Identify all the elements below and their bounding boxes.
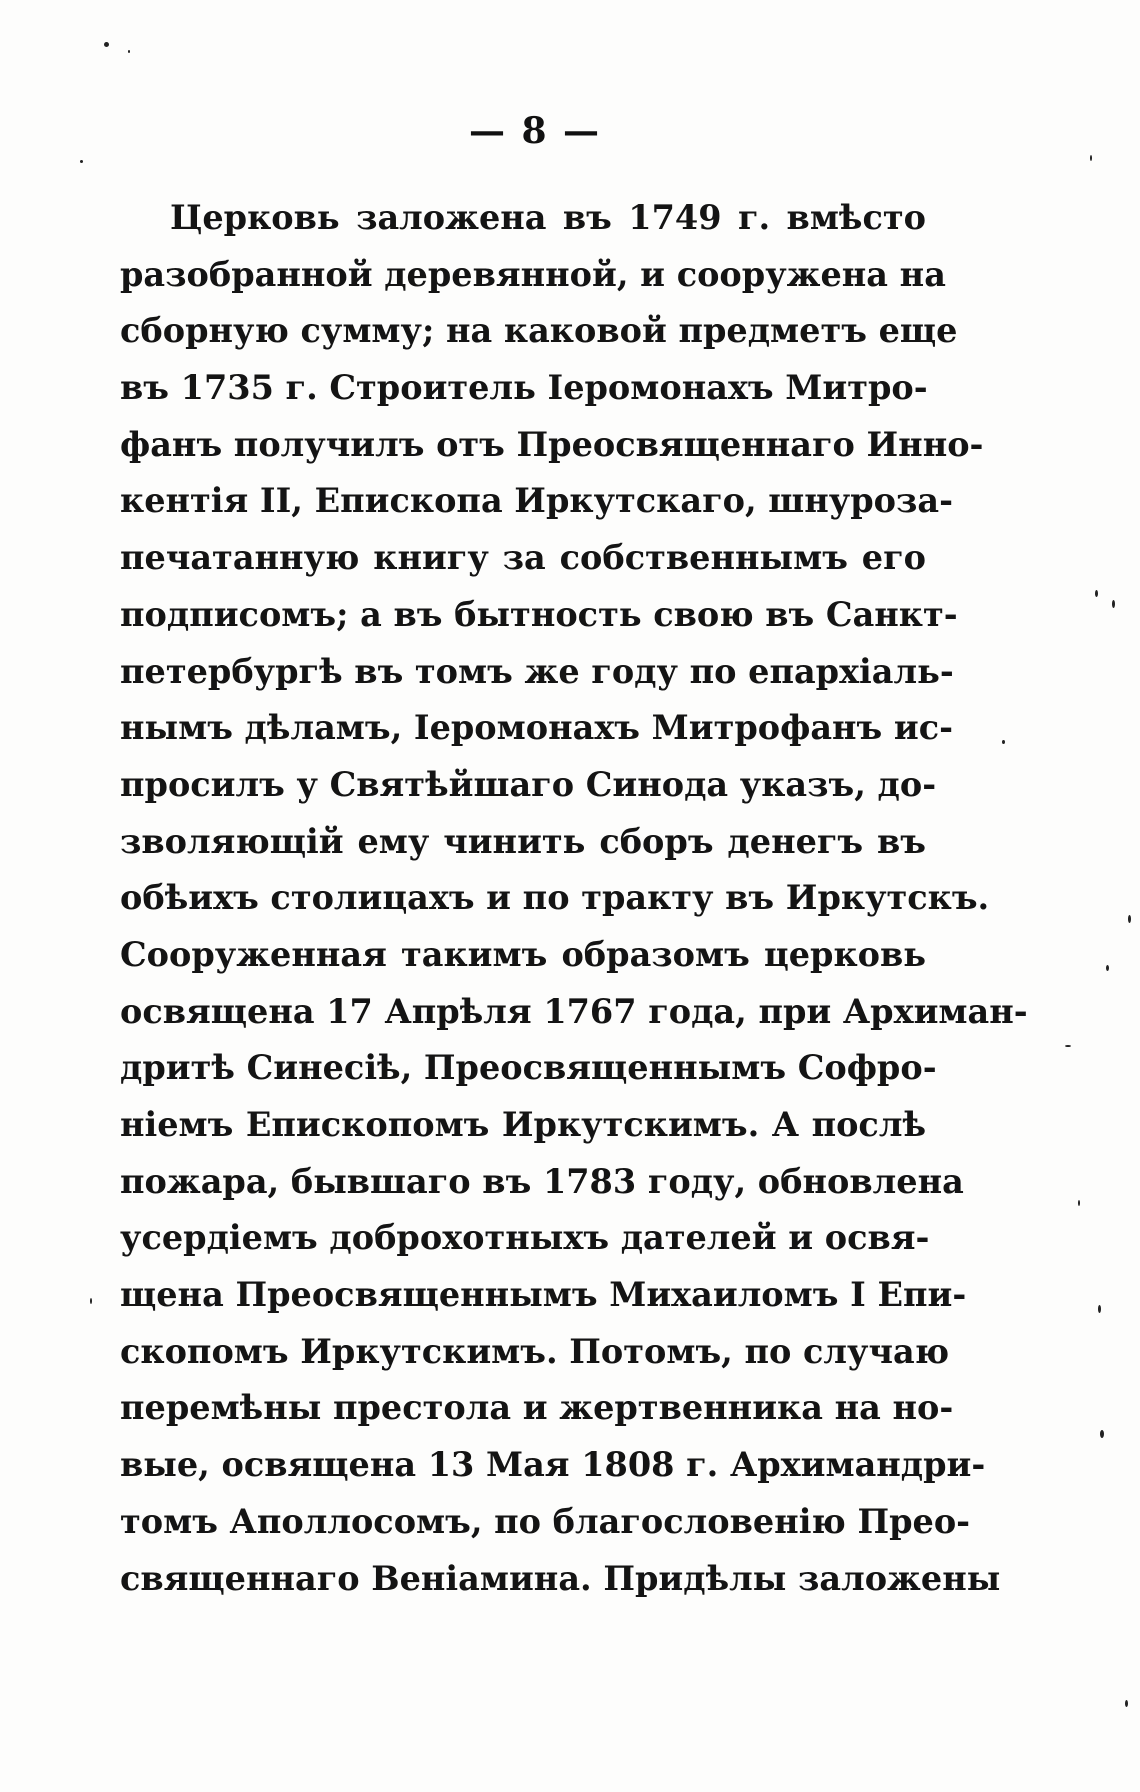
scan-speck bbox=[1002, 740, 1005, 744]
scan-speck bbox=[1078, 1200, 1080, 1206]
text-line: петербургѣ въ томъ же году по епархіаль- bbox=[120, 651, 954, 691]
text-line: зволяющій ему чинить сборъ денегъ въ bbox=[120, 821, 926, 861]
scan-speck bbox=[1065, 1045, 1071, 1047]
scan-speck bbox=[80, 160, 83, 163]
text-line: обѣихъ столицахъ и по тракту въ Иркутскъ. bbox=[120, 878, 990, 918]
text-line: фанъ получилъ отъ Преосвященнаго Инно- bbox=[120, 424, 984, 464]
text-line: Церковь заложена въ 1749 г. вмѣсто bbox=[170, 198, 926, 237]
scan-speck bbox=[1125, 1700, 1128, 1707]
body-text bbox=[120, 190, 1028, 1607]
scan-speck bbox=[1112, 600, 1115, 608]
text-line: освящена 17 Апрѣля 1767 года, при Архиман- bbox=[120, 991, 1028, 1031]
text-line: ніемъ Епископомъ Иркутскимъ. А послѣ bbox=[120, 1105, 926, 1144]
scan-speck bbox=[1128, 915, 1131, 923]
text-line: сборную сумму; на каковой предметъ еще bbox=[120, 311, 958, 351]
scan-speck bbox=[1098, 1305, 1101, 1313]
text-line: Сооруженная такимъ образомъ церковь bbox=[120, 934, 926, 974]
text-line: томъ Аполлосомъ, по благословенію Прео- bbox=[120, 1501, 971, 1541]
scan-speck bbox=[90, 1298, 92, 1304]
scan-speck bbox=[128, 50, 130, 53]
text-line: въ 1735 г. Строитель Іеромонахъ Митро- bbox=[120, 368, 928, 408]
text-line: щена Преосвященнымъ Михаиломъ I Епи- bbox=[120, 1275, 967, 1315]
scan-speck bbox=[1090, 155, 1092, 161]
text-line: нымъ дѣламъ, Іеромонахъ Митрофанъ ис- bbox=[120, 708, 954, 748]
text-line: священнаго Веніамина. Придѣлы заложены bbox=[120, 1558, 1001, 1598]
text-line: вые, освящена 13 Мая 1808 г. Архимандри- bbox=[120, 1445, 986, 1485]
scan-speck bbox=[104, 42, 109, 47]
text-line: усердіемъ доброхотныхъ дателей и освя- bbox=[120, 1218, 930, 1258]
text-line: перемѣны престола и жертвенника на но- bbox=[120, 1388, 954, 1428]
page-number: — 8 — bbox=[468, 110, 602, 152]
text-line: подписомъ; а въ бытность свою въ Санкт- bbox=[120, 594, 958, 634]
scan-speck bbox=[1095, 590, 1098, 597]
text-line: печатанную книгу за собственнымъ его bbox=[120, 538, 926, 578]
scan-speck bbox=[1100, 1430, 1104, 1438]
text-line: просилъ у Святѣйшаго Синода указъ, до- bbox=[120, 764, 937, 804]
text-line: пожара, бывшаго въ 1783 году, обновлена bbox=[120, 1161, 964, 1201]
text-line: скопомъ Иркутскимъ. Потомъ, по случаю bbox=[120, 1331, 950, 1371]
text-line: разобранной деревянной, и сооружена на bbox=[120, 254, 946, 294]
text-line: кентія II, Епископа Иркутскаго, шнуроза- bbox=[120, 481, 954, 521]
scan-speck bbox=[1106, 965, 1109, 971]
text-line: дритѣ Синесіѣ, Преосвященнымъ Софро- bbox=[120, 1048, 937, 1088]
